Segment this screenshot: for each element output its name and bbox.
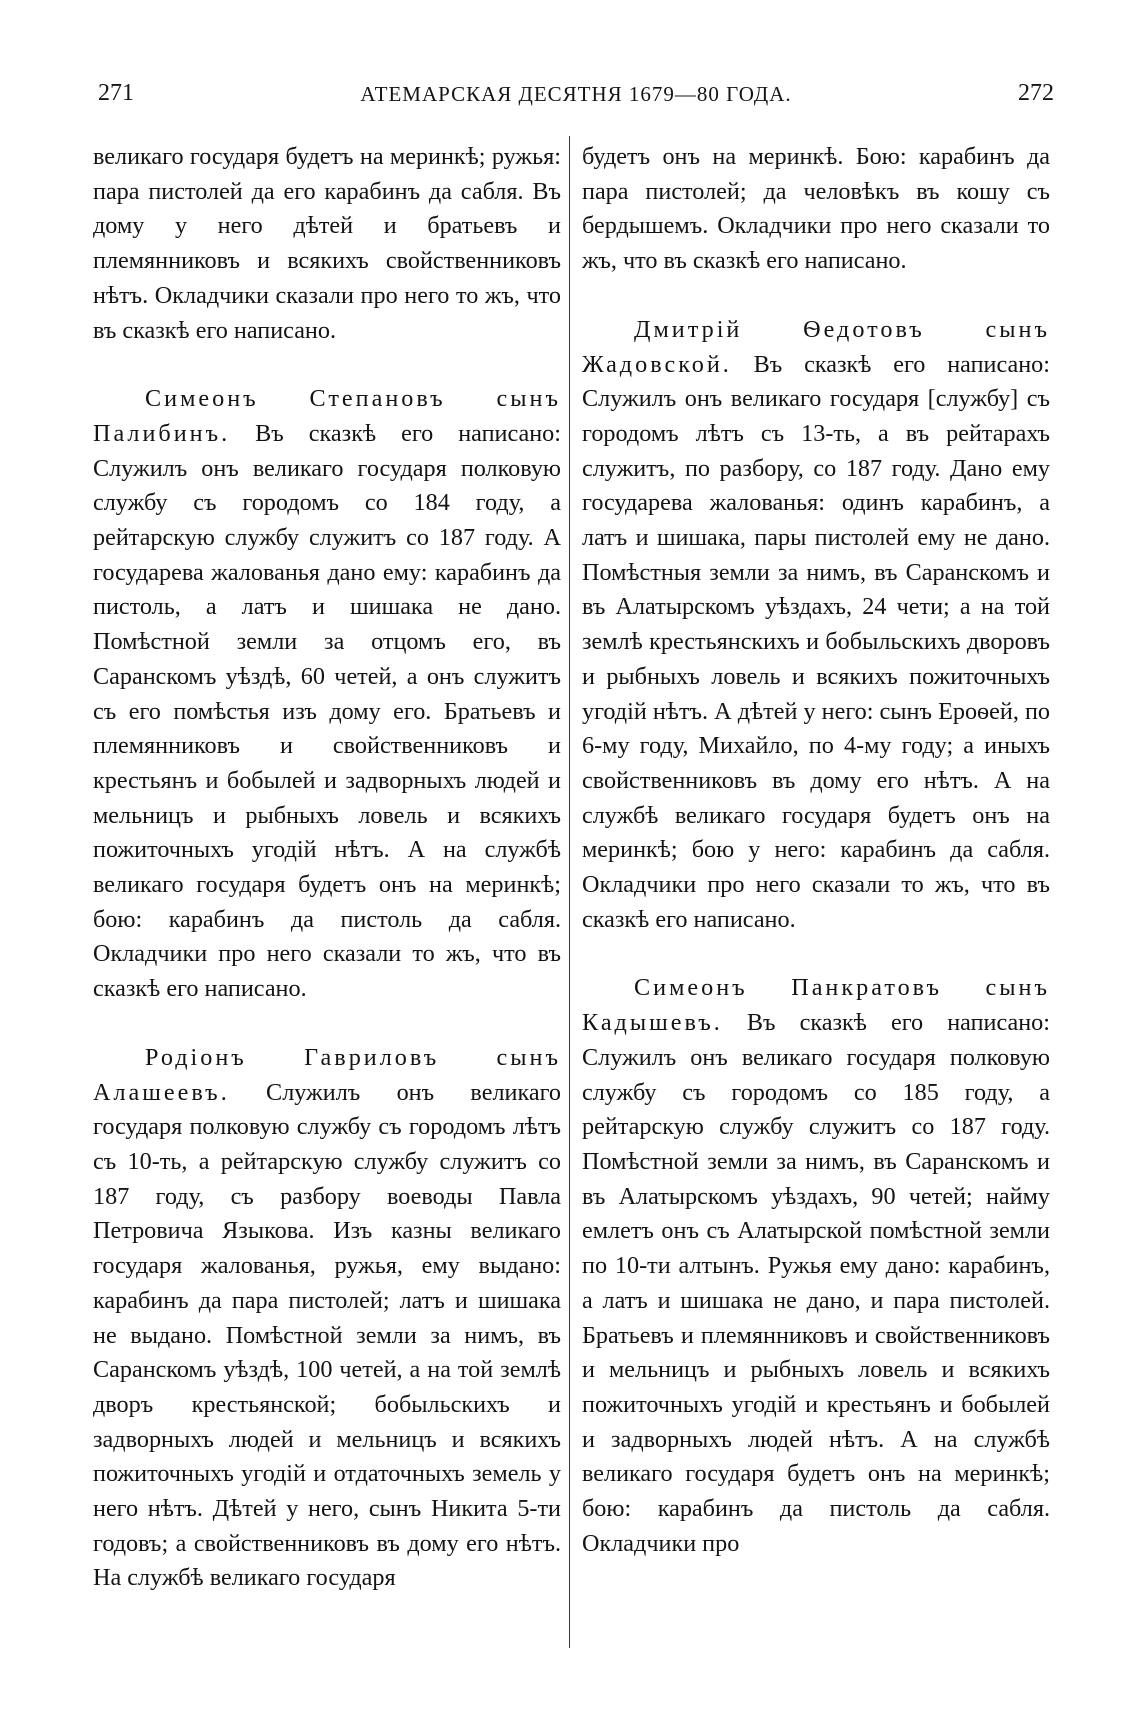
entry-name: Симеонъ Панкратовъ сынъ Кадышевъ. [582, 974, 1050, 1037]
page-header [96, 78, 1056, 118]
entry-palibin [93, 382, 561, 1007]
entry-text: Въ сказкѣ его написано: Служилъ онъ великаго государя полковую службу съ городомъ со 185 году, а рейтарскую службу служитъ со 187 году. Помѣстной земли за нимъ, въ Саранскомъ и въ Алатырскомъ уѣздахъ, 90 четей; найму емлетъ онъ съ Алатырской помѣстной земли по 10-ти алтынъ. Ружья ему дано: карабинъ, а латъ и шишака не дано, и пара пистолей. Братьевъ и племянниковъ и свойственниковъ и мельницъ и рыбныхъ ловель и всякихъ пожиточныхъ угодій и крестьянъ и бобылей и задворныхъ людей нѣтъ. А на службѣ великаго государя будетъ онъ на меринкѣ; бою: карабинъ да пистоль да сабля. Окладчики про [582, 1009, 1050, 1557]
running-title: АТЕМАРСКАЯ ДЕСЯТНЯ 1679—80 ГОДА. [360, 82, 792, 106]
left-column [93, 140, 561, 1596]
column-divider [569, 136, 570, 1648]
entry-kadyshev [582, 971, 1050, 1561]
entry-zhadovskoy [582, 313, 1050, 938]
entry-alasheev [93, 1041, 561, 1596]
paragraph-continuation: будетъ онъ на меринкѣ. Бою: карабинъ да пара пистолей; да человѣкъ въ кошу съ бердышемъ. Окладчики про него сказали то жъ, что въ сказкѣ его написано. [582, 143, 1050, 275]
entry-name: Симеонъ Степановъ сынъ Палибинъ. [93, 385, 561, 447]
entry-text: Служилъ онъ великаго государя полковую службу съ городомъ лѣтъ съ 10-ть, а рейтарскую службу служитъ со 187 году, съ разбору воеводы Павла Петровича Языкова. Изъ казны великаго государя жалованья, ружья, ему выдано: карабинъ да пара пистолей; латъ и шишака не выдано. Помѣстной земли за нимъ, въ Саранскомъ уѣздѣ, 100 четей, а на той землѣ дворъ крестьянской; бобыльскихъ и задворныхъ людей и мельницъ и всякихъ пожиточныхъ угодій и отдаточныхъ земель у него нѣтъ. Дѣтей у него, сынъ Никита 5-ти годовъ; а свойственниковъ въ дому его нѣтъ. На службѣ великаго государя [93, 1078, 561, 1592]
entry-text: Въ сказкѣ его написано: Служилъ онъ великаго государя [службу] съ городомъ лѣтъ съ 13-ть, а въ рейтарахъ служитъ, по разбору, со 187 году. Дано ему государева жалованья: одинъ карабинъ, а латъ и шишака, пары пистолей ему не дано. Помѣстныя земли за нимъ, въ Саранскомъ и въ Алатырскомъ уѣздахъ, 24 чети; а на той землѣ крестьянскихъ и бобыльскихъ дворовъ и рыбныхъ ловель и всякихъ пожиточныхъ угодій нѣтъ. А дѣтей у него: сынъ Ероѳей, по 6-му году, Михайло, по 4-му году; а иныхъ свойственниковъ въ дому его нѣтъ. А на службѣ великаго государя будетъ онъ на меринкѣ; бою у него: карабинъ да сабля. Окладчики про него сказали то жъ, что въ сказкѣ его написано. [582, 350, 1050, 933]
entry-text: Въ сказкѣ его написано: Служилъ онъ великаго государя полковую службу съ городомъ со 184 году, а рейтарскую службу служитъ со 187 году. А государева жалованья дано ему: карабинъ да пистоль, а латъ и шишака не дано. Помѣстной земли за отцомъ его, въ Саранскомъ уѣздѣ, 60 четей, а онъ служитъ съ его помѣстья изъ дому его. Братьевъ и племянниковъ и свойственниковъ и крестьянъ и бобылей и задворныхъ людей и мельницъ и рыбныхъ ловель и всякихъ пожиточныхъ угодій нѣтъ. А на службѣ великаго государя будетъ онъ на меринкѣ; бою: карабинъ да пистоль да сабля. Окладчики про него сказали то жъ, что въ сказкѣ его написано. [93, 419, 561, 1003]
page-number-right: 272 [1018, 80, 1054, 106]
paragraph-continuation: великаго государя будетъ на меринкѣ; ружья: пара пистолей да его карабинъ да сабля. Въ дому у него дѣтей и братьевъ и племянниковъ и всякихъ свойственниковъ нѣтъ. Окладчики сказали про него то жъ, что въ сказкѣ его написано. [93, 143, 561, 344]
entry-name: Дмитрій Ѳедотовъ сынъ Жадовской. [582, 315, 1050, 378]
right-column [582, 140, 1050, 1561]
entry-name: Родіонъ Гавриловъ сынъ Алашеевъ. [93, 1043, 561, 1106]
page-number-left: 271 [98, 80, 134, 106]
